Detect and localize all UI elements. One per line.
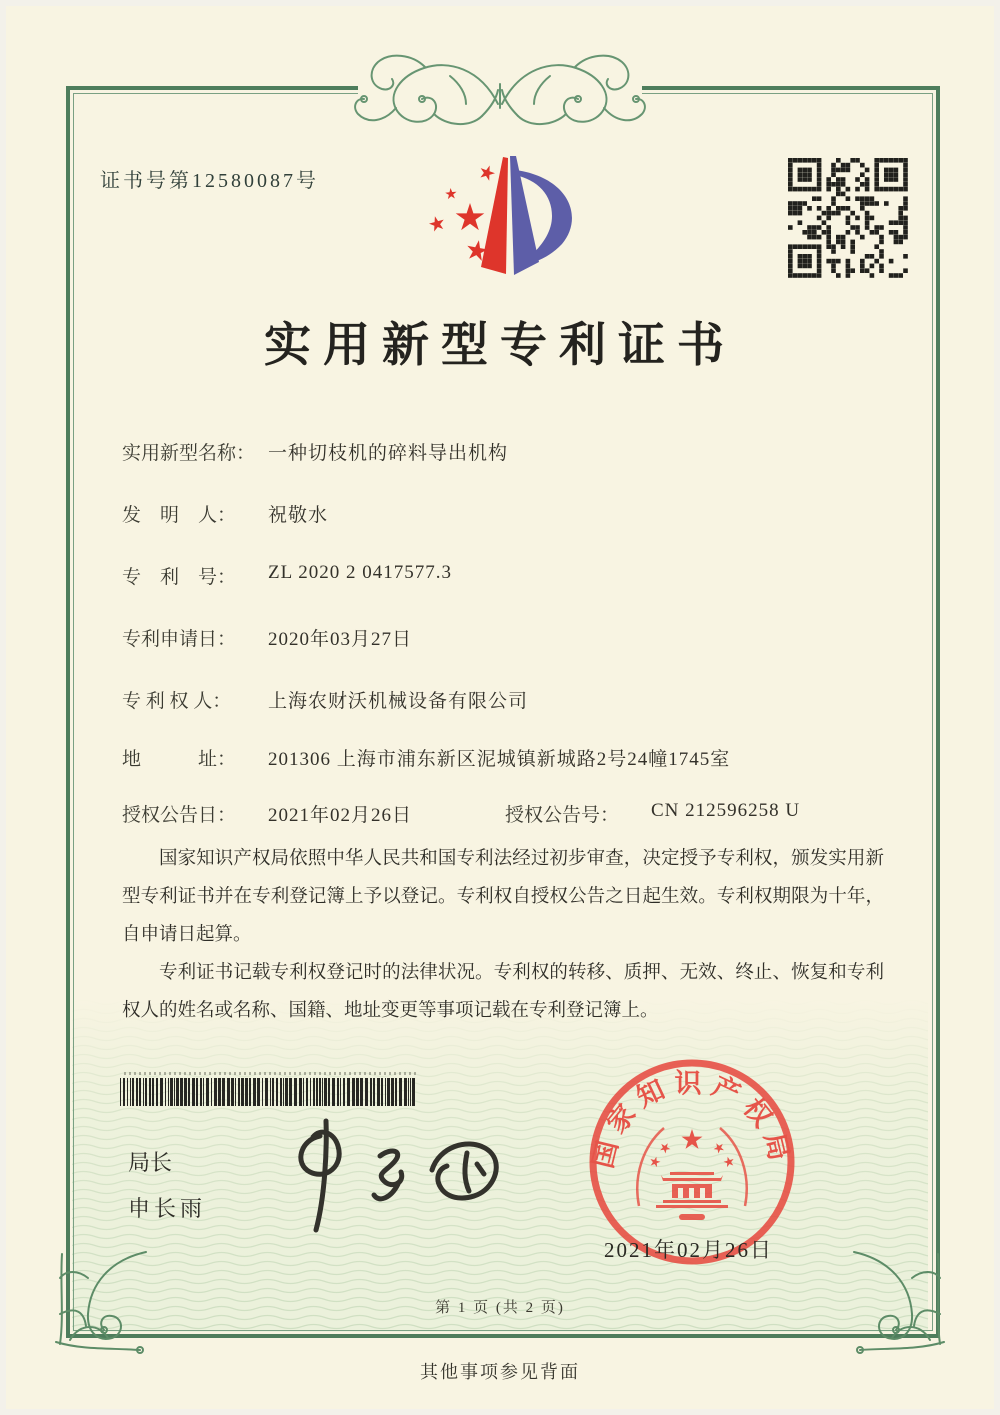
svg-text:国家知识产权局 [588, 1068, 796, 1171]
corner-scroll-ornament-left [48, 1244, 166, 1356]
cnipa-logo-icon [420, 146, 590, 298]
page-indicator: 第 1 页 (共 2 页) [435, 1300, 565, 1316]
field-filing-date [122, 624, 412, 651]
legal-paragraph-2: 专利证书记载专利权登记时的法律状况。专利权的转移、质押、无效、终止、恢复和专利权人的姓名或名称、国籍、地址变更等事项记载在专利登记簿上。 [122, 963, 884, 1021]
director-signature-icon [280, 1116, 518, 1238]
field-label: 专 利 权 人： [122, 691, 232, 712]
barcode-microtext [124, 1072, 416, 1075]
field-label: 授权公告号： [505, 805, 620, 826]
back-side-note: 其他事项参见背面 [420, 1362, 580, 1382]
field-value: 201306 上海市浦东新区泥城镇新城路2号24幢1745室 [268, 749, 731, 770]
field-grant-number [505, 800, 800, 827]
field-value: CN 212596258 U [651, 800, 801, 821]
field-label: 专利申请日： [122, 629, 237, 650]
legal-text-block [122, 840, 884, 1030]
field-address [122, 744, 730, 771]
certificate-title: 实用新型专利证书 [264, 320, 736, 372]
field-value: 祝敬水 [268, 505, 329, 526]
field-value: 2020年03月27日 [268, 629, 413, 650]
field-patentee [122, 686, 528, 713]
director-name: 申长雨 [128, 1196, 207, 1221]
seal-text: 国家知识产权局 [587, 1068, 797, 1172]
field-label: 专 利 号： [122, 567, 237, 588]
field-value: 2021年02月26日 [268, 805, 413, 826]
field-label: 授权公告日： [122, 805, 237, 826]
field-value: 上海农财沃机械设备有限公司 [268, 691, 529, 712]
field-grant-date [122, 800, 412, 827]
top-scroll-ornament [330, 46, 670, 146]
barcode-icon [120, 1078, 420, 1108]
certificate-number: 证书号第12580087号 [100, 170, 319, 192]
legal-paragraph-1: 国家知识产权局依照中华人民共和国专利法经过初步审查，决定授予专利权，颁发实用新型专利证书并在专利登记簿上予以登记。专利权自授权公告之日起生效。专利权期限为十年，自申请日起算。 [122, 849, 884, 945]
seal-date: 2021年02月26日 [604, 1238, 773, 1262]
field-utility-model-name [122, 438, 508, 465]
field-value: ZL 2020 2 0417577.3 [268, 562, 453, 583]
field-inventor [122, 500, 328, 527]
field-value: 一种切枝机的碎料导出机构 [268, 443, 509, 464]
corner-scroll-ornament-right [834, 1244, 952, 1356]
director-title: 局长 [128, 1150, 173, 1175]
qr-code-icon [788, 158, 908, 278]
field-label: 发 明 人： [122, 505, 237, 526]
field-label: 实用新型名称： [122, 443, 256, 464]
field-patent-number [122, 562, 452, 589]
field-label: 地 址： [122, 749, 237, 770]
